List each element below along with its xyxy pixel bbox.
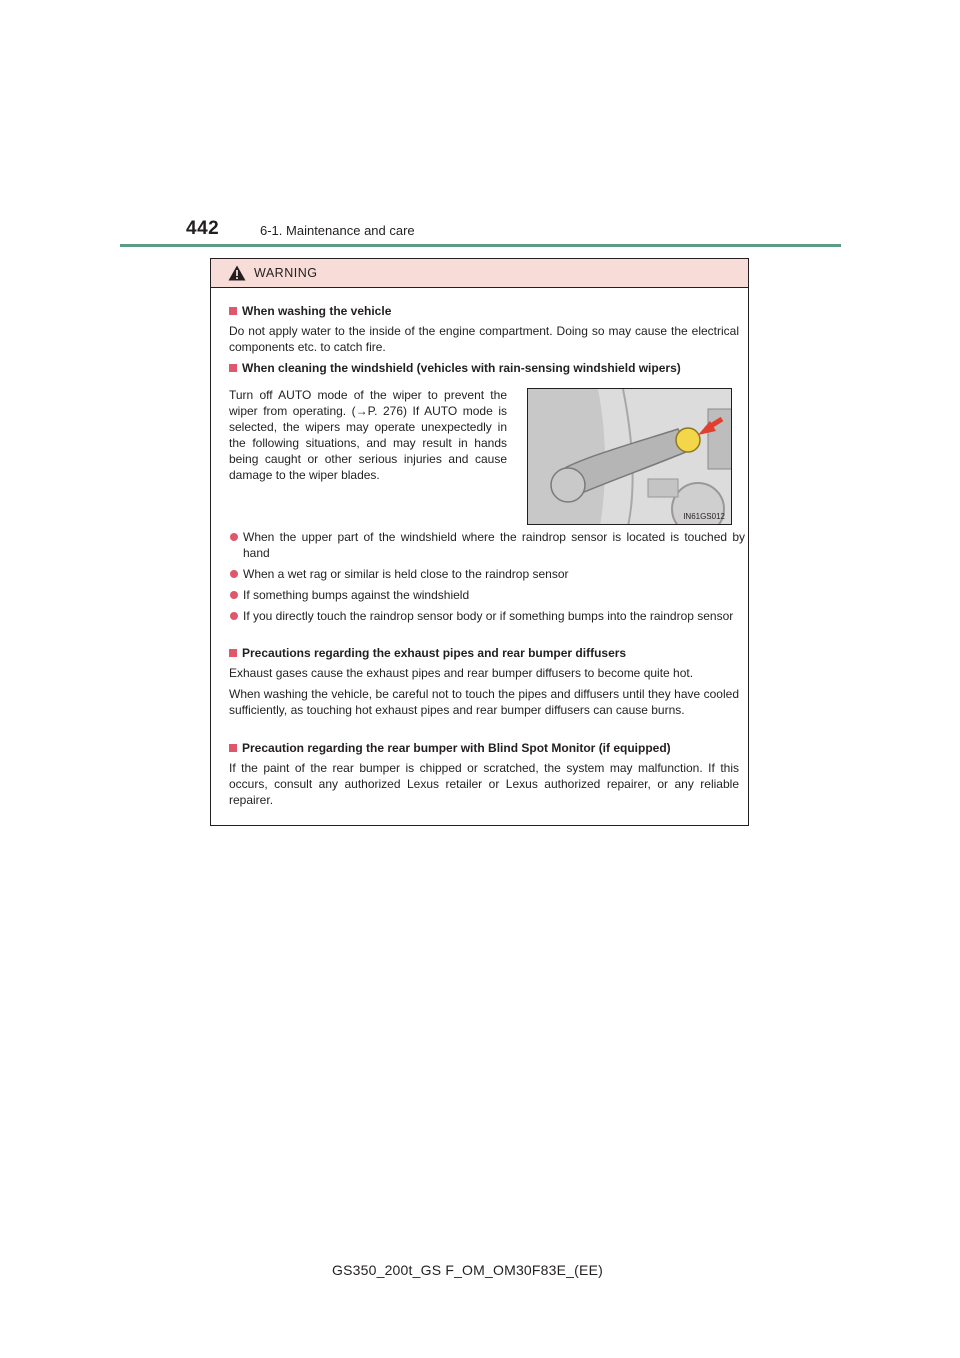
topic-title: Precaution regarding the rear bumper with Blind Spot Monitor (if equipped) xyxy=(242,741,671,755)
bullet-dot-icon xyxy=(230,533,238,541)
header-divider xyxy=(120,244,841,247)
square-bullet-icon xyxy=(229,744,237,752)
bullet-dot-icon xyxy=(230,612,238,620)
topic-windshield-intro: Turn off AUTO mode of the wiper to prevent the wiper from operating. (→P. 276) If AUTO mode is selected, the wipers may operate unexpectedly in the following situations, and may result in hands being caught or other serious injuries and cause damage to the wiper blades. xyxy=(229,388,507,482)
wiper-lever-figure xyxy=(528,389,732,525)
topic-bumper-text: If the paint of the rear bumper is chipped or scratched, the system may malfunction. If this occurs, consult any authorized Lexus retailer or Lexus authorized repairer, or any reliable repairer. xyxy=(229,761,739,807)
figure-code: IN61GS012 xyxy=(683,512,725,521)
warning-triangle-icon xyxy=(228,265,246,281)
section-title: 6-1. Maintenance and care xyxy=(260,223,415,238)
warning-label: WARNING xyxy=(254,266,318,280)
bullet-dot-icon xyxy=(230,570,238,578)
bullet-text: When a wet rag or similar is held close to the raindrop sensor xyxy=(243,567,569,581)
wiper-switch-illustration xyxy=(527,388,732,525)
warning-box xyxy=(210,258,749,826)
page-header xyxy=(186,218,846,246)
topic-title: When washing the vehicle xyxy=(242,304,392,318)
topic-windshield-title xyxy=(229,360,681,376)
topic-exhaust-text-2: When washing the vehicle, be careful not to touch the pipes and diffusers until they have cooled sufficiently, as touching hot exhaust pipes and rear bumper diffusers can cause burns. xyxy=(229,687,739,717)
bullet-text: If you directly touch the raindrop sensor body or if something bumps into the raindrop sensor xyxy=(243,609,734,623)
warning-header xyxy=(211,259,748,288)
list-item xyxy=(229,529,745,561)
square-bullet-icon xyxy=(229,307,237,315)
page-number: 442 xyxy=(186,218,220,239)
bullet-dot-icon xyxy=(230,591,238,599)
square-bullet-icon xyxy=(229,649,237,657)
topic-washing-title xyxy=(229,303,391,319)
list-item xyxy=(229,587,745,603)
list-item xyxy=(229,566,745,582)
bullet-text: If something bumps against the windshield xyxy=(243,588,470,602)
topic-title: When cleaning the windshield (vehicles with rain-sensing windshield wipers) xyxy=(242,361,681,375)
topic-title: Precautions regarding the exhaust pipes and rear bumper diffusers xyxy=(242,646,627,660)
bullet-text: When the upper part of the windshield where the raindrop sensor is located is touched by hand xyxy=(243,530,745,560)
topic-exhaust-title xyxy=(229,645,626,661)
list-item xyxy=(229,608,745,624)
document-code: GS350_200t_GS F_OM_OM30F83E_(EE) xyxy=(332,1262,603,1278)
topic-bumper-title xyxy=(229,740,671,756)
topic-exhaust-text-1: Exhaust gases cause the exhaust pipes and rear bumper diffusers to become quite hot. xyxy=(229,666,694,680)
topic-washing-text: Do not apply water to the inside of the engine compartment. Doing so may cause the electrical components etc. to catch fire. xyxy=(229,324,739,354)
square-bullet-icon xyxy=(229,364,237,372)
